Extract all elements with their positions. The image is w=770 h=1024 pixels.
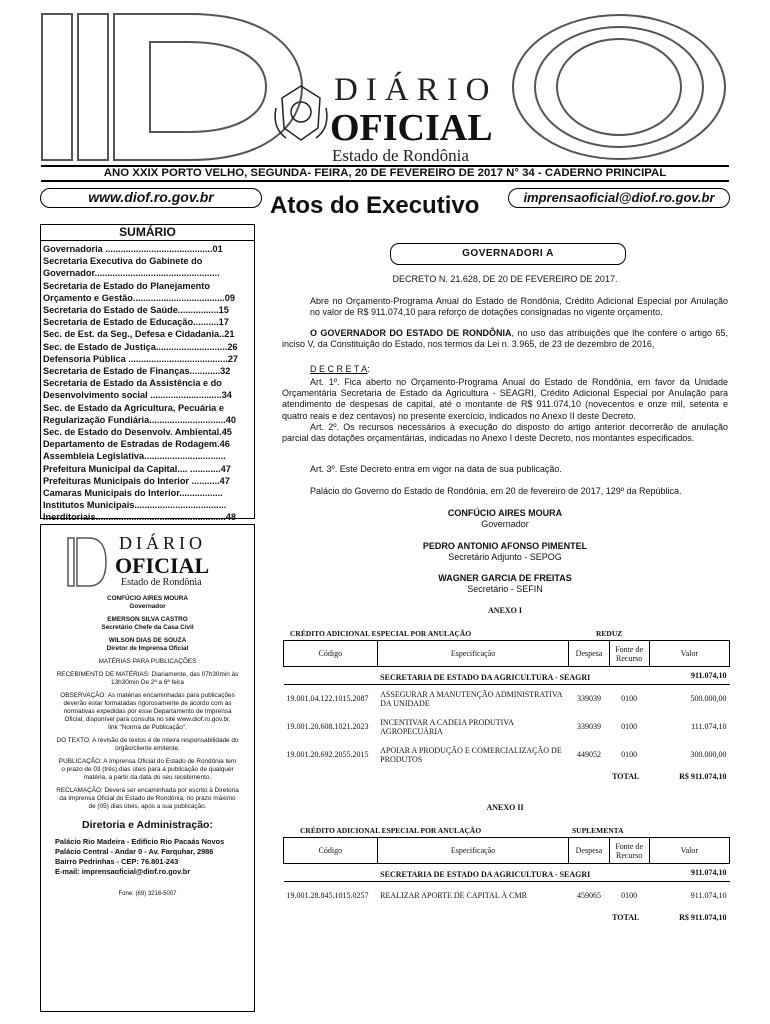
table-cell: 300.000,00	[690, 750, 727, 759]
info-line: RECEBIMENTO DE MATÉRIAS: Diariamente, das 07h30min às	[56, 671, 239, 678]
summary-list	[41, 241, 254, 524]
summary-item: Orçamento e Gestão....................................09	[43, 292, 235, 303]
signer-2	[282, 541, 728, 563]
article-3: Art. 3º. Este Decreto entra em vigor na data de sua publicação.	[310, 464, 562, 474]
summary-item: Secretaria de Estado de Educação..........17	[43, 317, 229, 328]
anexo-1-caption: CRÉDITO ADICIONAL ESPECIAL POR ANULAÇÃO	[290, 629, 472, 638]
section-name: SECRETARIA DE ESTADO DA AGRICULTURA - SEAGRI	[377, 667, 649, 685]
email-link[interactable]: imprensaoficial@diof.ro.gov.br	[508, 188, 730, 208]
summary-item: Governadoria ..........................................01	[43, 244, 223, 254]
anexo-2-title: ANEXO II	[486, 803, 524, 812]
info-line: Oficial, disponível para consulta no site www.diof.ro.gov.br,	[64, 716, 231, 723]
summary-item: Camaras Municipais do Interior.................	[43, 488, 223, 499]
table-cell: 459065	[577, 891, 601, 901]
issue-line: ANO XXIX PORTO VELHO, SEGUNDA- FEIRA, 20 DE FEVEREIRO DE 2017 N° 34 - CADERNO PRINCIPAL	[41, 165, 729, 182]
table-header-cell: Fonte de Recurso	[609, 641, 649, 667]
address-line: Palácio Central - Andar 0 - Av. Farquhar, 2986	[55, 847, 214, 856]
total-label: TOTAL	[612, 913, 640, 922]
address-line: E-mail: imprensaoficial@diof.ro.gov.br	[55, 867, 191, 876]
table-cell: 111.074,10	[691, 722, 727, 731]
summary-item: Inerditoriais...................................................48	[43, 512, 236, 523]
table-header-cell: Valor	[649, 838, 729, 864]
summary-item: Regularização Fundiária..............................40	[43, 414, 236, 425]
decree-title: DECRETO N. 21.628, DE 20 DE FEVEREIRO DE 2017.	[392, 274, 618, 284]
masthead-oficial: OFICIAL	[330, 107, 493, 149]
table-total-row	[284, 910, 730, 926]
table-cell: 19.001.20.608.1021.2023	[286, 722, 369, 731]
decreta-line	[310, 364, 510, 375]
section-value: 911.074,10	[649, 864, 729, 882]
table-cell: 0100	[621, 722, 638, 731]
table-cell: 339039	[577, 722, 601, 731]
info-line: matéria, a partir da data do seu recebimento.	[83, 774, 212, 781]
table-header-cell: Valor	[649, 641, 729, 667]
info-line: WILSON DIAS DE SOUZA	[108, 637, 187, 644]
address-line: Palácio Rio Madeira - Edifício Rio Pacaás Novos	[55, 837, 225, 846]
table-header-cell: Despesa	[569, 641, 609, 667]
table-row	[284, 685, 730, 713]
summary-item: Prefeitura Municipal da Capital.... ............47	[43, 463, 231, 474]
info-line: normativas expedidas por esse Departamento de Imprensa	[63, 708, 232, 715]
total-value: R$ 911.074,10	[679, 913, 727, 922]
address-line: Bairro Pedrinhas - CEP: 76.801-243	[55, 857, 179, 866]
info-line: link "Norma de Publicação".	[108, 724, 187, 731]
summary-item: Secretaria de Estado do Planejamento	[43, 280, 210, 291]
decreta-colon: :	[367, 364, 370, 374]
table-header-cell: Código	[284, 641, 378, 667]
summary-box	[40, 224, 255, 523]
signer-name: CONFÚCIO AIRES MOURA	[447, 508, 563, 518]
publisher-info-lines	[41, 595, 254, 811]
table-cell: 500.000,00	[690, 694, 727, 704]
summary-item: Departamento de Estradas de Rodagem.46	[43, 439, 230, 450]
info-line: Secretário Chefe da Casa Civil	[101, 624, 194, 631]
total-label: TOTAL	[612, 772, 640, 781]
table-header-cell: Especificação	[377, 641, 569, 667]
summary-item: Sec. de Estado de Justiça............................26	[43, 341, 238, 352]
anexo-1-table	[283, 640, 730, 785]
summary-item: Institutos Municipais....................................	[43, 500, 227, 511]
table-cell: 449052	[577, 750, 601, 759]
table-total-row	[284, 769, 730, 785]
decree-preamble	[282, 328, 728, 350]
info-line: deverão estar formatadas rigorosamente de acordo com as	[63, 700, 232, 707]
mini-estado: Estado de Rondônia	[121, 577, 202, 588]
decree-summary: Abre no Orçamento-Programa Anual do Estado de Rondônia, Crédito Adicional Especial por Anulação no valor de R$ 911.074,10 para reforço de dotações consignadas no vigente orçamento.	[310, 296, 728, 318]
table-cell: 19.001.04.122.1015.2087	[286, 694, 369, 704]
mini-oficial: OFICIAL	[115, 553, 210, 578]
summary-title: SUMÁRIO	[41, 225, 254, 241]
summary-item: Secretaria Executiva do Gabinete do	[43, 256, 203, 267]
mini-masthead-d-emblem	[67, 537, 107, 587]
info-line: MATÉRIAS PARA PUBLICAÇÕES	[98, 658, 197, 665]
signer-role: Secretário Adjunto - SEPOG	[448, 552, 562, 562]
table-header-cell: Despesa	[569, 838, 609, 864]
info-line: da Imprensa Oficial do Estado de Rondônia, no prazo máximo	[59, 795, 236, 802]
table-cell: INCENTIVAR A CADEIA PRODUTIVA AGROPECUÁRIA	[380, 717, 514, 736]
table-cell: 0100	[621, 891, 638, 901]
table-cell: 0100	[621, 750, 638, 759]
summary-item: Secretaria de Estado de Finanças............32	[43, 366, 231, 377]
summary-item: Secretaria do Estado de Saúde................15	[43, 305, 229, 316]
info-line: OBSERVAÇÃO: As matérias encaminhadas para publicações	[60, 692, 235, 699]
table-header-row	[284, 641, 730, 667]
section-name: SECRETARIA DE ESTADO DA AGRICULTURA - SEAGRI	[377, 864, 649, 882]
signer-name: WAGNER GARCIA DE FREITAS	[438, 573, 572, 583]
masthead-estado: Estado de Rondônia	[332, 146, 469, 165]
info-line: de (05) dias úteis, após a sua publicação.	[88, 803, 207, 810]
summary-item: Assembleia Legislativa................................	[43, 451, 226, 462]
preamble-text: , no uso das atribuições que lhe confere o artigo 65, inciso V, da Constituição do Estado, nos termos da Lei n. 3.965, de 23 de dezembro de 2016,	[282, 328, 728, 350]
info-line: Diretor de Imprensa Oficial	[106, 645, 189, 652]
page-title: Atos do Executivo	[270, 192, 480, 219]
summary-item: Sec. de Estado do Desenvolv. Ambiental.45	[43, 427, 232, 438]
table-cell: 0100	[621, 694, 638, 704]
table-row	[284, 741, 730, 769]
masthead-o-emblem	[508, 12, 730, 162]
table-header-row	[284, 838, 730, 864]
address-block	[41, 837, 254, 877]
anexo-1-title: ANEXO I	[487, 606, 522, 615]
signer-role: Governador	[481, 519, 529, 529]
decreta-word: D E C R E T A	[310, 364, 368, 374]
summary-item: Sec. de Est. da Seg., Defesa e Cidadania..21	[43, 329, 235, 340]
info-line: Governador	[129, 603, 166, 610]
mini-diario: DIÁRIO	[119, 533, 206, 553]
table-header-cell: Fonte de Recurso	[609, 838, 649, 864]
table-cell: ASSEGURAR A MANUTENÇÃO ADMINISTRATIVA DA UNIDADE	[380, 689, 563, 708]
table-header-cell: Especificação	[377, 838, 569, 864]
info-line: CONFÚCIO AIRES MOURA	[106, 595, 189, 602]
table-cell: 339039	[577, 694, 601, 704]
anexo-1-type: REDUZ	[596, 629, 623, 638]
direction-title: Diretoria e Administração:	[82, 819, 213, 831]
table-cell: REALIZAR APORTE DE CAPITAL À CMR	[380, 891, 527, 901]
info-line: DO TEXTO: A revisão de textos é de inteira responsabilidade do	[56, 737, 239, 744]
info-line: órgão/cliente emitente.	[115, 745, 180, 752]
summary-item: Defensoria Pública .......................................27	[43, 353, 239, 364]
total-value: R$ 911.074,10	[679, 772, 727, 781]
table-cell: 19.001.28.845.1015.0257	[286, 891, 369, 901]
table-section-row	[284, 667, 730, 685]
state-coat-of-arms-icon	[272, 78, 330, 148]
signer-name: PEDRO ANTONIO AFONSO PIMENTEL	[422, 541, 588, 551]
table-section-row	[284, 864, 730, 882]
info-line: o prazo de 03 (três) dias úteis para a publicação de qualquer	[61, 766, 234, 773]
summary-item: Sec. de Estado da Agricultura, Pecuária e	[43, 402, 224, 413]
summary-item: Governador.................................................	[43, 268, 220, 279]
summary-item: Secretaria de Estado da Assistência e do	[43, 378, 222, 389]
info-line: PUBLICAÇÃO: A Imprensa Oficial do Estado de Rondônia tem	[58, 758, 237, 765]
table-row	[284, 882, 730, 910]
website-link[interactable]: www.diof.ro.gov.br	[40, 188, 262, 208]
preamble-bold: O GOVERNADOR DO ESTADO DE RONDÔNIA	[310, 328, 512, 338]
article-1: Art. 1º. Fica aberto no Orçamento-Programa Anual do Estado de Rondônia, em favor da Unidade Orçamentária Secretaria de Estado da Agricultura - SEAGRI, Crédito Adicional Especial por Anulação para atendimento de despesas de capital, até o montante de R$ 911.074,10 (novecentos e onze mil, setenta e quatro reais e dez centavos) no presente exercício, indicados no Anexo II deste Decreto.	[282, 377, 728, 421]
article-2: Art. 2º. Os recursos necessários à execução do disposto do artigo anterior decorrerão de anulação parcial das dotações orçamentárias, indicadas no Anexo I deste Decreto, nos montantes especificados.	[282, 422, 728, 444]
info-line: EMERSON SILVA CASTRO	[107, 616, 188, 623]
table-cell: 19.001.20.692.2055.2015	[286, 750, 369, 759]
publisher-info-box	[40, 524, 255, 1012]
anexo-2-caption: CRÉDITO ADICIONAL ESPECIAL POR ANULAÇÃO	[300, 826, 482, 835]
anexo-2-type: SUPLEMENTA	[572, 826, 624, 835]
summary-item: Prefeituras Municipais do Interior ...........47	[43, 475, 230, 486]
table-cell: 911.074,10	[690, 891, 727, 901]
signer-role: Secretário - SEFIN	[467, 584, 543, 594]
table-header-cell: Código	[284, 838, 378, 864]
table-cell: APOIAR A PRODUÇÃO E COMERCIALIZAÇÃO DE PRODUTOS	[380, 745, 562, 764]
signer-3	[282, 573, 728, 595]
decree-closing: Palácio do Governo do Estado de Rondônia, em 20 de fevereiro de 2017, 129º da República.	[310, 486, 682, 496]
masthead-d-emblem	[40, 12, 308, 162]
masthead-diario: DIÁRIO	[334, 72, 498, 108]
info-line: RECLAMAÇÃO: Deverá ser encaminhada por escrito à Diretoria	[56, 787, 239, 794]
section-value: 911.074,10	[649, 667, 729, 685]
signer-1	[282, 508, 728, 530]
summary-item: Desenvolvimento social ............................34	[43, 390, 232, 401]
phone-line: Fone: (69) 3216-5007	[118, 891, 177, 897]
governadoria-heading: GOVERNADORI A	[390, 243, 626, 265]
table-row	[284, 713, 730, 741]
info-line: 13h30min De 2ª a 6ª feira	[111, 679, 184, 686]
anexo-2-table	[283, 837, 730, 926]
